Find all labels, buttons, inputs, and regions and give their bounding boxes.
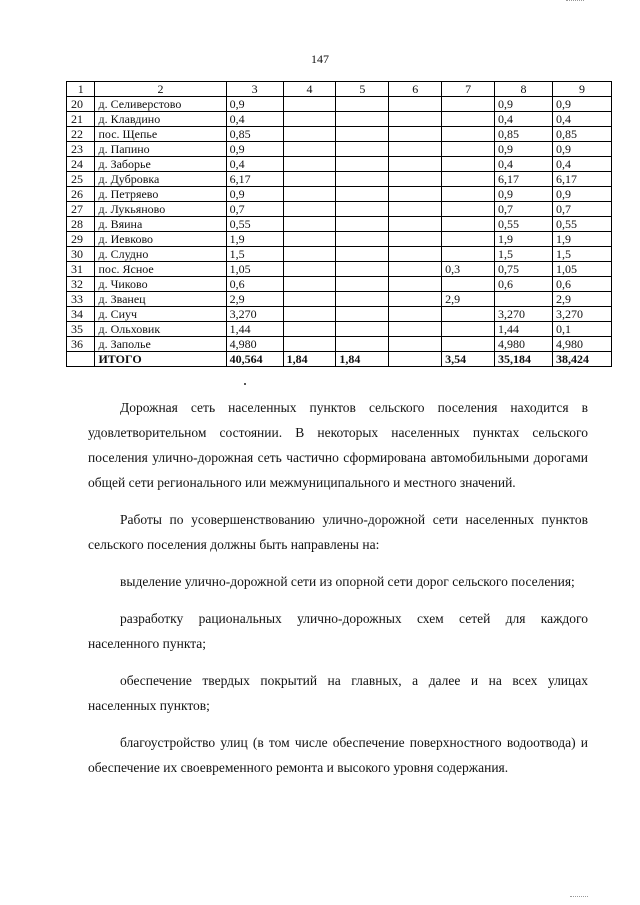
total-value-cell: 3,54 [442,352,495,367]
value-cell [336,337,389,352]
settlement-name-cell: д. Селиверстово [95,97,226,112]
value-cell: 0,85 [495,127,553,142]
paragraph-road-network-status: Дорожная сеть населенных пунктов сельского поселения находится в удовлетворительном состоянии. В некоторых населенных пунктах сельского поселения улично-дорожная сеть частично сформирована автомобильными дорогами общей сети регионального или межмуниципального и местного значений. [88,400,588,490]
value-cell [283,172,336,187]
column-header: 1 [67,82,95,97]
paragraph-item-pavement: обеспечение твердых покрытий на главных, а далее и на всех улицах населенных пунктов; [88,673,588,713]
value-cell: 0,9 [226,142,283,157]
value-cell [495,292,553,307]
value-cell: 6,17 [495,172,553,187]
column-header: 7 [442,82,495,97]
value-cell: 1,05 [226,262,283,277]
value-cell [442,277,495,292]
table-row [67,307,612,322]
value-cell [442,142,495,157]
row-number-cell: 28 [67,217,95,232]
value-cell: 0,7 [495,202,553,217]
value-cell [336,217,389,232]
value-cell: 1,44 [226,322,283,337]
value-cell [389,97,442,112]
row-number-cell: 21 [67,112,95,127]
value-cell: 2,9 [442,292,495,307]
value-cell [283,307,336,322]
table-header-row [67,82,612,97]
value-cell [442,232,495,247]
value-cell [336,247,389,262]
value-cell: 1,44 [495,322,553,337]
value-cell [336,157,389,172]
value-cell [336,232,389,247]
value-cell: 0,1 [552,322,611,337]
value-cell: 1,05 [552,262,611,277]
value-cell [389,337,442,352]
row-number-cell: 23 [67,142,95,157]
value-cell [389,187,442,202]
value-cell [336,172,389,187]
value-cell [283,202,336,217]
column-header: 6 [389,82,442,97]
value-cell [389,232,442,247]
table-row [67,277,612,292]
value-cell: 0,7 [226,202,283,217]
value-cell [283,247,336,262]
table-row [67,97,612,112]
value-cell: 0,4 [552,157,611,172]
value-cell: 0,6 [226,277,283,292]
row-number-cell: 36 [67,337,95,352]
value-cell: 0,9 [495,187,553,202]
settlement-name-cell: д. Иевково [95,232,226,247]
value-cell: 3,270 [495,307,553,322]
value-cell [442,337,495,352]
value-cell [442,322,495,337]
table-row [67,217,612,232]
table-row [67,157,612,172]
value-cell: 0,4 [495,157,553,172]
value-cell: 1,9 [226,232,283,247]
value-cell [389,262,442,277]
value-cell: 2,9 [552,292,611,307]
value-cell: 4,980 [495,337,553,352]
table-row [67,127,612,142]
settlement-name-cell: д. Вяина [95,217,226,232]
row-number-cell: 31 [67,262,95,277]
value-cell [283,187,336,202]
body-text [88,395,588,780]
paragraph-item-allocation: выделение улично-дорожной сети из опорной сети дорог сельского поселения; [120,574,575,589]
value-cell [336,127,389,142]
value-cell [442,157,495,172]
row-number-cell: 34 [67,307,95,322]
total-value-cell: 1,84 [336,352,389,367]
row-number-cell: 24 [67,157,95,172]
value-cell: 0,6 [495,277,553,292]
value-cell: 0,85 [552,127,611,142]
value-cell: 4,980 [226,337,283,352]
value-cell [336,277,389,292]
value-cell [442,247,495,262]
scan-mark-top [566,0,584,3]
row-number-cell: 35 [67,322,95,337]
value-cell: 6,17 [552,172,611,187]
total-value-cell: 40,564 [226,352,283,367]
settlement-name-cell: д. Лукьяново [95,202,226,217]
scan-mark-bottom [570,896,588,899]
value-cell [283,262,336,277]
value-cell [389,142,442,157]
value-cell [389,307,442,322]
value-cell [336,262,389,277]
value-cell [389,127,442,142]
settlement-name-cell: пос. Ясное [95,262,226,277]
value-cell: 4,980 [552,337,611,352]
value-cell [336,112,389,127]
value-cell [389,217,442,232]
settlement-name-cell: д. Чиково [95,277,226,292]
settlement-name-cell: пос. Щепье [95,127,226,142]
value-cell: 0,4 [495,112,553,127]
value-cell [336,97,389,112]
value-cell [389,322,442,337]
table-total-row [67,352,612,367]
paragraph-item-schemes: разработку рациональных улично-дорожных схем сетей для каждого населенного пункта; [88,611,588,651]
value-cell: 0,7 [552,202,611,217]
value-cell [283,292,336,307]
value-cell: 0,75 [495,262,553,277]
value-cell: 0,55 [552,217,611,232]
column-header: 3 [226,82,283,97]
value-cell: 0,9 [226,187,283,202]
value-cell: 0,4 [552,112,611,127]
value-cell [442,112,495,127]
value-cell [389,172,442,187]
page-number: 147 [311,52,329,66]
column-header: 8 [495,82,553,97]
row-number-cell: 20 [67,97,95,112]
settlement-name-cell: д. Званец [95,292,226,307]
total-label-cell: ИТОГО [95,352,226,367]
table-row [67,247,612,262]
settlement-name-cell: д. Сиуч [95,307,226,322]
value-cell [283,97,336,112]
value-cell [389,112,442,127]
value-cell: 1,5 [495,247,553,262]
value-cell [283,232,336,247]
value-cell [283,112,336,127]
table-row [67,292,612,307]
value-cell [389,277,442,292]
column-header: 2 [95,82,226,97]
value-cell [442,202,495,217]
value-cell: 0,9 [552,142,611,157]
value-cell [442,97,495,112]
value-cell: 6,17 [226,172,283,187]
value-cell: 3,270 [226,307,283,322]
value-cell [336,187,389,202]
row-number-cell: 25 [67,172,95,187]
settlement-name-cell: д. Петряево [95,187,226,202]
value-cell: 1,5 [226,247,283,262]
value-cell: 1,5 [552,247,611,262]
value-cell [336,307,389,322]
value-cell [336,322,389,337]
row-number-cell: 33 [67,292,95,307]
settlement-name-cell: д. Дубровка [95,172,226,187]
value-cell [283,277,336,292]
row-number-cell: 26 [67,187,95,202]
value-cell: 0,9 [495,142,553,157]
total-value-cell: 38,424 [552,352,611,367]
column-header: 9 [552,82,611,97]
value-cell [283,322,336,337]
value-cell: 2,9 [226,292,283,307]
value-cell: 1,9 [495,232,553,247]
value-cell: 0,85 [226,127,283,142]
value-cell: 0,55 [495,217,553,232]
value-cell [442,127,495,142]
value-cell [442,187,495,202]
table-row [67,232,612,247]
value-cell: 0,55 [226,217,283,232]
row-number-cell: 29 [67,232,95,247]
value-cell [336,202,389,217]
total-value-cell: 35,184 [495,352,553,367]
table-row [67,172,612,187]
value-cell: 0,3 [442,262,495,277]
table-row [67,142,612,157]
row-number-cell: 30 [67,247,95,262]
row-number-cell: 32 [67,277,95,292]
value-cell [283,337,336,352]
settlement-name-cell: д. Заборье [95,157,226,172]
value-cell [442,217,495,232]
column-header: 4 [283,82,336,97]
value-cell: 0,4 [226,112,283,127]
value-cell [389,202,442,217]
table-row [67,322,612,337]
paragraph-item-improvement: благоустройство улиц (в том числе обеспечение поверхностного водоотвода) и обеспечение их своевременного ремонта и высокого уровня содержания. [88,735,588,775]
paragraph-improvement-intro: Работы по усовершенствованию улично-дорожной сети населенных пунктов сельского поселения должны быть направлены на: [88,512,588,552]
stray-dot [244,383,246,385]
value-cell: 0,9 [552,187,611,202]
value-cell [442,172,495,187]
value-cell [283,142,336,157]
value-cell [283,157,336,172]
value-cell: 1,9 [552,232,611,247]
column-header: 5 [336,82,389,97]
total-value-cell: 1,84 [283,352,336,367]
table-body [67,97,612,367]
value-cell [283,127,336,142]
value-cell: 0,6 [552,277,611,292]
row-number-cell: 22 [67,127,95,142]
table-row [67,262,612,277]
value-cell [389,247,442,262]
table-row [67,337,612,352]
value-cell: 0,9 [495,97,553,112]
value-cell: 3,270 [552,307,611,322]
settlement-name-cell: д. Заполье [95,337,226,352]
value-cell [389,157,442,172]
total-value-cell [389,352,442,367]
value-cell [442,307,495,322]
value-cell [336,292,389,307]
settlement-name-cell: д. Ольховик [95,322,226,337]
table-row [67,202,612,217]
value-cell: 0,9 [552,97,611,112]
settlement-name-cell: д. Папино [95,142,226,157]
value-cell: 0,9 [226,97,283,112]
table-row [67,187,612,202]
settlement-name-cell: д. Клавдино [95,112,226,127]
total-value-cell [67,352,95,367]
value-cell: 0,4 [226,157,283,172]
value-cell [336,142,389,157]
value-cell [389,292,442,307]
row-number-cell: 27 [67,202,95,217]
table-row [67,112,612,127]
value-cell [283,217,336,232]
settlement-name-cell: д. Слудно [95,247,226,262]
settlement-roads-table [66,81,612,367]
